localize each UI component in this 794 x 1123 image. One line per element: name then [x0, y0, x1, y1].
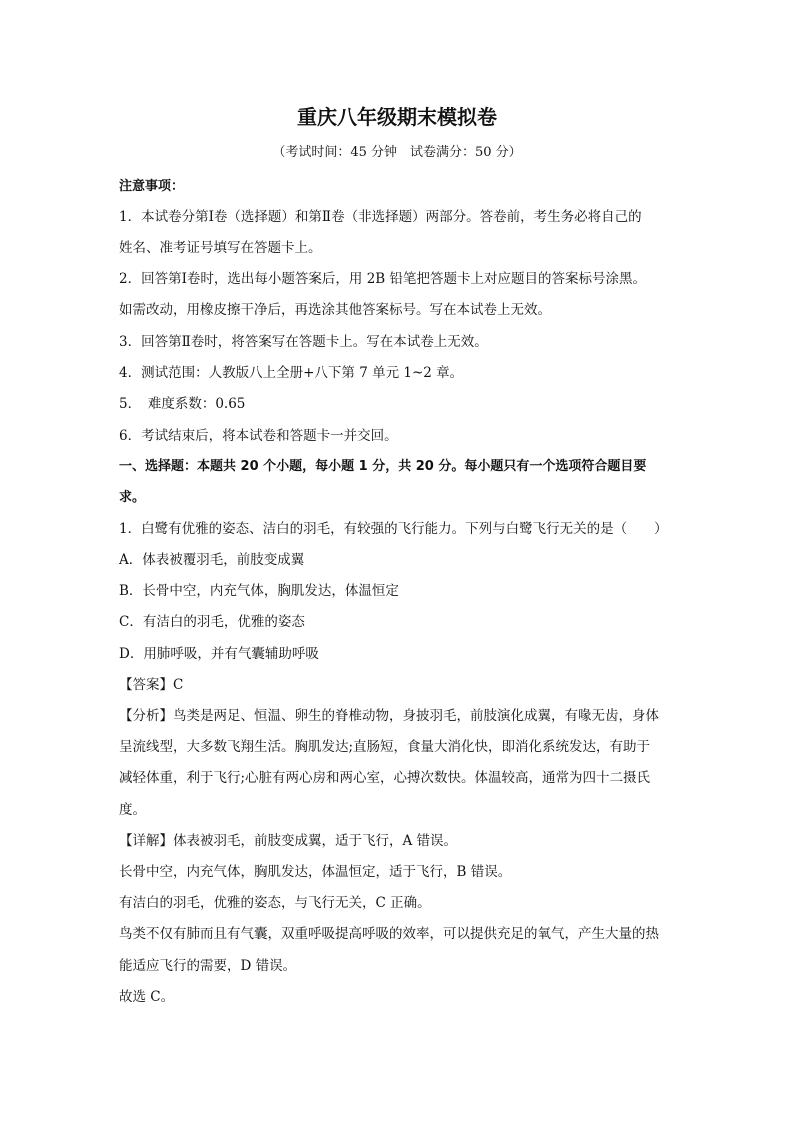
- option-d: D．用肺呼吸，并有气囊辅助呼吸: [119, 646, 319, 662]
- explanation-line: 能适应飞行的需要，D 错误。: [119, 958, 297, 974]
- option-c: C．有洁白的羽毛，优雅的姿态: [119, 614, 305, 630]
- note-line: 姓名、准考证号填写在答题卡上。: [119, 240, 322, 256]
- notes-heading: 注意事项：: [119, 179, 185, 194]
- note-line: 6．考试结束后，将本试卷和答题卡一并交回。: [119, 428, 398, 444]
- exam-info: （考试时间：45 分钟 试卷满分：50 分）: [272, 145, 522, 160]
- option-a: A．体表被覆羽毛，前肢变成翼: [119, 552, 305, 568]
- option-b: B．长骨中空，内充气体，胸肌发达，体温恒定: [119, 583, 399, 599]
- explanation-line: 有洁白的羽毛，优雅的姿态，与飞行无关，C 正确。: [119, 895, 431, 911]
- explanation-line: 故选 C。: [119, 989, 175, 1005]
- note-line: 4．测试范围：人教版八上全册+八下第 7 单元 1~2 章。: [119, 365, 464, 381]
- analysis-line: 度。: [119, 802, 146, 818]
- note-line: 1．本试卷分第Ⅰ卷（选择题）和第Ⅱ卷（非选择题）两部分。答卷前，考生务必将自己的: [119, 209, 642, 225]
- explanation-line: 【详解】体表被羽毛，前肢变成翼，适于飞行，A 错误。: [119, 833, 458, 849]
- page-title: 重庆八年级期末模拟卷: [297, 105, 497, 129]
- note-line: 5． 难度系数：0.65: [119, 396, 246, 412]
- explanation-line: 长骨中空，内充气体，胸肌发达，体温恒定，适于飞行，B 错误。: [119, 864, 512, 880]
- note-line: 3．回答第Ⅱ卷时，将答案写在答题卡上。写在本试卷上无效。: [119, 334, 488, 350]
- section-heading: 求。: [119, 490, 146, 505]
- note-line: 如需改动，用橡皮擦干净后，再选涂其他答案标号。写在本试卷上无效。: [119, 302, 551, 318]
- question-stem: 1．白鹭有优雅的姿态、洁白的羽毛，有较强的飞行能力。下列与白鹭飞行无关的是（ ）: [119, 521, 668, 537]
- note-line: 2．回答第Ⅰ卷时，选出每小题答案后，用 2B 铅笔把答题卡上对应题目的答案标号涂黑。: [119, 271, 647, 287]
- analysis-line: 呈流线型，大多数飞翔生活。胸肌发达;直肠短，食量大消化快，即消化系统发达，有助于: [119, 739, 651, 755]
- analysis-line: 减轻体重，利于飞行;心脏有两心房和两心室，心搏次数快。体温较高，通常为四十二摄氏: [119, 770, 651, 786]
- answer-line: 【答案】C: [119, 677, 184, 693]
- section-heading: 一、选择题：本题共 20 个小题，每小题 1 分，共 20 分。每小题只有一个选项符合题目要: [119, 459, 647, 474]
- explanation-line: 鸟类不仅有肺而且有气囊，双重呼吸提高呼吸的效率，可以提供充足的氧气，产生大量的热: [119, 926, 659, 942]
- analysis-line: 【分析】鸟类是两足、恒温、卵生的脊椎动物，身披羽毛，前肢演化成翼，有喙无齿，身体: [119, 708, 659, 724]
